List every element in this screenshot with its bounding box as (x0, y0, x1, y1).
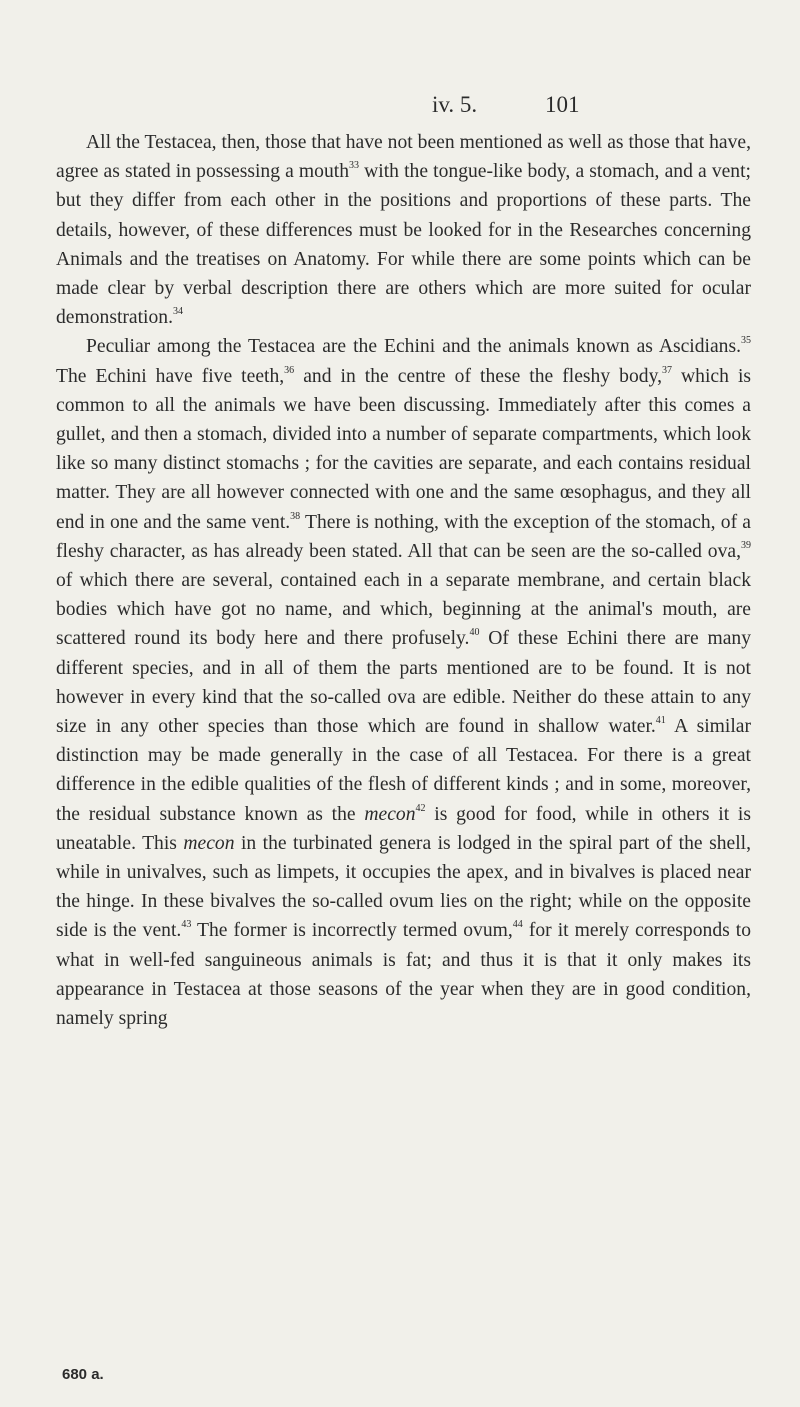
text-run: which is common to all the animals we have been discussing. Immediately after this comes a gullet, and then a stomach, divided into a number of separate compartments, which look like so many distinct stomachs ; for the cavities are separate, and each contains residual matter. They are all however connected with one and the same œsophagus, and they all end in one and the same vent. (56, 365, 752, 533)
footnote-marker: 37 (662, 364, 672, 376)
text-run: The Echini have five teeth, (56, 365, 285, 387)
footnote-marker: 34 (173, 306, 183, 318)
text-run: There is nothing, with the exception of the stomach, of a fleshy character, as has already been stated. All that can be seen are the so-called ova, (56, 511, 751, 562)
text-run: in the turbinated genera is lodged in the spiral part of the shell, while in univalves, such as limpets, it occupies the apex, and in bivalves is placed near the hinge. In these bivalves the so-called ovum lies on the right; while on the opposite side is the vent. (56, 832, 751, 942)
footnote-marker: 39 (741, 539, 751, 551)
footnote-marker: 41 (655, 715, 666, 727)
footnote-marker: 43 (181, 919, 192, 931)
running-head (0, 92, 800, 122)
footnote-marker: 44 (512, 919, 523, 931)
text-run: is good for food, while in others it is uneatable. This (56, 803, 751, 854)
footnote-marker: 38 (290, 510, 301, 522)
signature-mark: 680 a. (62, 1366, 104, 1383)
page-number: 101 (545, 92, 580, 117)
text-run: for it merely corresponds to what in well-fed sanguineous animals is fat; and thus it is that it only makes its appearance in Testacea at those seasons of the year when they are in good condition, namely spring (56, 920, 752, 1030)
italic-term: mecon (364, 803, 416, 825)
body-text (56, 128, 751, 1033)
footnote-marker: 33 (349, 160, 360, 172)
footnote-marker: 42 (415, 802, 426, 814)
text-run: Peculiar among the Testacea are the Echini and the animals known as Ascidians. (86, 336, 741, 358)
text-run: of which there are several, contained each in a separate membrane, and certain black bodies which have got no name, and which, beginning at the animal's mouth, are scattered round its body here and there profusely. (56, 570, 751, 650)
footnote-marker: 40 (469, 627, 480, 639)
text-run: Of these Echini there are many different species, and in all of them the parts mentioned are to be found. It is not however in every kind that the so-called ova are edible. Neither do these attain to any size in any other species than those which are found in shallow water. (56, 628, 751, 738)
footnote-marker: 36 (284, 364, 295, 376)
section-reference: iv. 5. (432, 92, 478, 117)
text-run: with the tongue-like body, a stomach, and a vent; but they differ from each other in the positions and proportions of these parts. The details, however, of these differences must be looked for in the Researches concerning Animals and the treatises on Anatomy. For while there are some points which can be made clear by verbal description there are others which are more suited for ocular demonstration. (56, 161, 751, 329)
italic-term: mecon (183, 832, 235, 854)
paragraph (56, 128, 751, 332)
paragraph (56, 332, 751, 1033)
text-run: The former is incorrectly termed ovum, (191, 920, 513, 942)
text-run: All the Testacea, then, those that have not been mentioned as well as those that have, agree as stated in possessing a mouth (56, 132, 751, 183)
text-run: A similar distinction may be made generally in the case of all Testacea. For there is a great difference in the edible qualities of the flesh of different kinds ; and in some, moreover, the residual substance known as the (56, 716, 752, 825)
footnote-marker: 35 (741, 335, 751, 347)
text-run: and in the centre of these the fleshy body, (294, 365, 662, 387)
